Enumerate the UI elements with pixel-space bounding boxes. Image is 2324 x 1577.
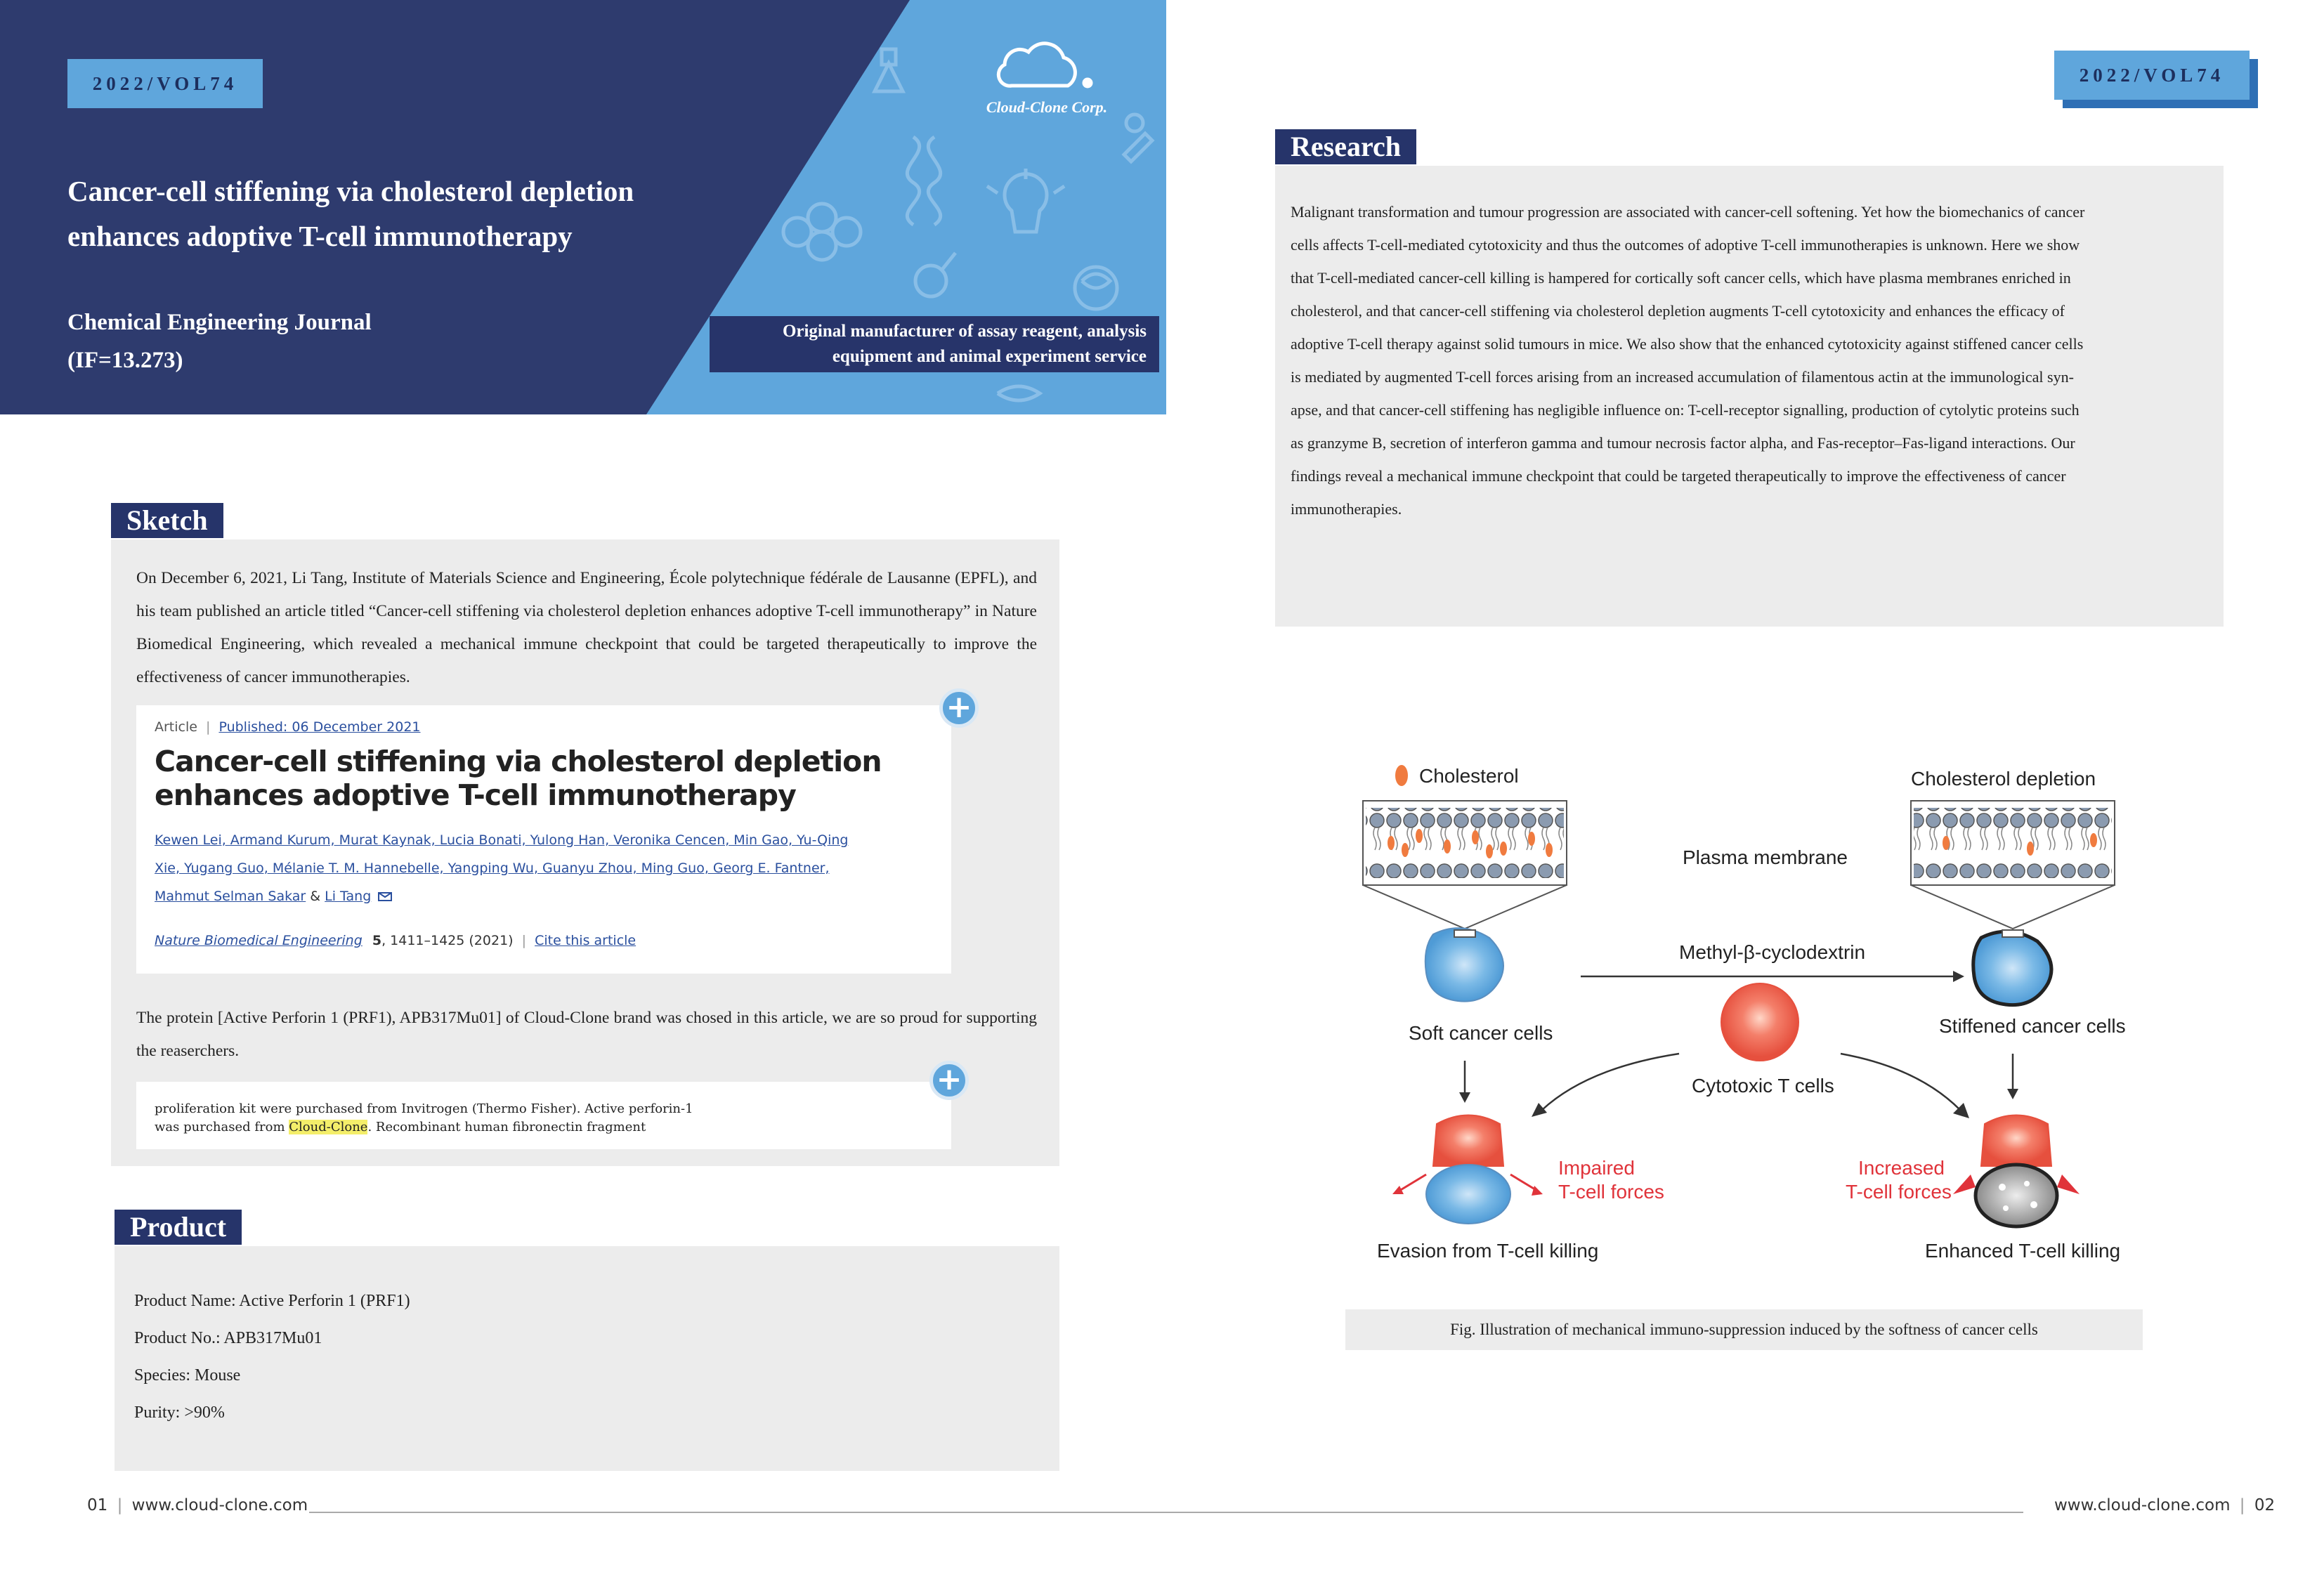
article-meta: Article | Published: 06 December 2021 (155, 719, 421, 735)
impaired-label-2: T-cell forces (1558, 1181, 1664, 1203)
volume-badge-right: 2022/VOL74 (2054, 51, 2250, 100)
evasion-label: Evasion from T-cell killing (1377, 1240, 1599, 1262)
title-line: enhances adoptive T-cell immunotherapy (67, 220, 573, 252)
email-icon[interactable] (378, 892, 392, 901)
cite-article-link[interactable]: Cite this article (535, 933, 637, 948)
abstract-line: apse, and that cancer-cell stiffening has negligible influence on: T-cell-receptor signalling, production of cytolytic proteins such (1291, 401, 2080, 419)
methyl-label: Methyl-β-cyclodextrin (1679, 941, 1866, 963)
soft-target-cell (1426, 1165, 1510, 1224)
cytotoxic-t-cell (1721, 983, 1799, 1061)
article-pages: , 1411–1425 (2021) (381, 933, 514, 948)
product-details (134, 1283, 410, 1432)
article-citation: Nature Biomedical Engineering 5, 1411–1425 (2021) | Cite this article (155, 933, 637, 948)
product-name: Product Name: Active Perforin 1 (PRF1) (134, 1292, 410, 1310)
plasma-membrane-label: Plasma membrane (1683, 846, 1848, 868)
expand-plus-icon-2[interactable]: + (929, 1061, 969, 1100)
stiffened-cells-label: Stiffened cancer cells (1939, 1015, 2126, 1037)
abstract-line: as granzyme B, secretion of interferon gamma and tumour necrosis factor alpha, and Fas-receptor–Fas-ligand interactions. Our (1291, 434, 2075, 452)
soft-cancer-cell (1425, 928, 1503, 1002)
t-cell-impaired (1433, 1115, 1503, 1167)
published-date-link[interactable]: Published: 06 December 2021 (218, 719, 421, 735)
footer-divider (309, 1512, 2023, 1513)
journal-info (67, 303, 559, 379)
research-panel (1275, 166, 2224, 627)
product-panel (115, 1246, 1059, 1471)
abstract-line: cells affects T-cell-mediated cytotoxicity and thus the outcomes of adoptive T-cell immunotherapies is unknown. Here we show (1291, 236, 2080, 254)
cholesterol-legend-icon (1395, 765, 1408, 786)
product-section-label: Product (115, 1210, 242, 1245)
journal-name: Chemical Engineering Journal (67, 310, 372, 335)
article-title-line: enhances adoptive T-cell immunotherapy (155, 778, 796, 812)
author-separator: & (310, 889, 321, 904)
enhanced-label: Enhanced T-cell killing (1925, 1240, 2121, 1262)
footer-right: www.cloud-clone.com | 02 (2054, 1496, 2276, 1514)
sketch-section-label: Sketch (111, 503, 223, 538)
expand-plus-icon[interactable]: + (939, 688, 979, 728)
sketch-paragraph: On December 6, 2021, Li Tang, Institute of Materials Science and Engineering, École polytechnique fédérale de Lausanne (EPFL), and his team published an article titled “Cancer-cell stiffening via cholesterol depletion enhances adoptive T-cell immunotherapy” in Nature Biomedical Engineering, which revealed a mechanical immune checkpoint that could be targeted therapeutically to improve the effectiveness of cancer immunotherapies. (136, 569, 1037, 686)
article-title-line: Cancer-cell stiffening via cholesterol depletion (155, 745, 882, 778)
footer-left: 01 | www.cloud-clone.com (87, 1496, 308, 1514)
highlighted-brand: Cloud-Clone (289, 1120, 368, 1134)
abstract-line: is mediated by augmented T-cell forces arising from an increased accumulation of filamentous actin at the immunological syn- (1291, 368, 2074, 386)
mechanism-figure (1335, 745, 2178, 1278)
header-banner (0, 0, 1166, 414)
abstract-line: immunotherapies. (1291, 500, 1402, 518)
excerpt-text (155, 1100, 693, 1137)
excerpt-line: proliferation kit were purchased from Invitrogen (Thermo Fisher). Active perforin-1 (155, 1101, 693, 1116)
stiff-target-cell (1976, 1165, 2057, 1226)
company-name: Cloud-Clone Corp. (986, 98, 1108, 116)
abstract-line: adoptive T-cell therapy against solid tumours in mice. We also show that the enhanced cytotoxicity against stiffened cancer cells (1291, 335, 2084, 353)
authors-line[interactable]: Xie, Yugang Guo, Mélanie T. M. Hannebelle, Yangping Wu, Guanyu Zhou, Ming Guo, Georg E. Fantner, (155, 861, 830, 876)
website-link-right[interactable]: www.cloud-clone.com (2054, 1496, 2231, 1514)
cholesterol-depletion-label: Cholesterol depletion (1911, 768, 2096, 790)
title-line: Cancer-cell stiffening via cholesterol depletion (67, 175, 634, 207)
sketch-panel (111, 539, 1059, 1166)
author-link[interactable]: Mahmut Selman Sakar (155, 889, 306, 904)
author-link[interactable]: Li Tang (325, 889, 372, 904)
article-authors[interactable] (155, 826, 941, 910)
stiffened-cancer-cell (1973, 931, 2051, 1005)
tagline-line: Original manufacturer of assay reagent, analysis (782, 322, 1147, 341)
sketch-paragraph-2: The protein [Active Perforin 1 (PRF1), APB317Mu01] of Cloud-Clone brand was chosed in this article, we are so proud for supporting the reaserchers. (136, 1009, 1037, 1060)
cholesterol-label: Cholesterol (1419, 765, 1519, 787)
impact-factor: (IF=13.273) (67, 348, 183, 373)
page-title (67, 169, 700, 259)
company-tagline (710, 316, 1159, 372)
product-purity: Purity: >90% (134, 1403, 225, 1422)
abstract-line: findings reveal a mechanical immune checkpoint that could be targeted therapeutically to improve the effectiveness of cancer (1291, 467, 2066, 485)
volume-badge: 2022/VOL74 (67, 59, 263, 108)
increased-label-1: Increased (1858, 1157, 1945, 1179)
product-species: Species: Mouse (134, 1366, 241, 1385)
article-card (136, 705, 951, 974)
article-volume: 5 (372, 933, 382, 948)
research-abstract (1291, 195, 2208, 525)
abstract-line: cholesterol, and that cancer-cell stiffening via cholesterol depletion augments T-cell cytotoxicity and enhances the efficacy of (1291, 302, 2065, 320)
membrane-cholesterol-rich (1363, 801, 1567, 929)
membrane-cholesterol-depleted (1911, 801, 2115, 929)
tagline-line: equipment and animal experiment service (832, 347, 1147, 366)
website-link-left[interactable]: www.cloud-clone.com (131, 1496, 308, 1514)
authors-line[interactable]: Kewen Lei, Armand Kurum, Murat Kaynak, Lucia Bonati, Yulong Han, Veronika Cencen, Min Gao, Yu-Qing (155, 832, 849, 848)
product-number: Product No.: APB317Mu01 (134, 1329, 322, 1347)
abstract-line: Malignant transformation and tumour progression are associated with cancer-cell softening. Yet how the biomechanics of cancer (1291, 203, 2085, 221)
excerpt-fragment: . Recombinant human fibronectin fragment (367, 1120, 646, 1134)
soft-cells-label: Soft cancer cells (1409, 1022, 1553, 1044)
abstract-line: that T-cell-mediated cancer-cell killing is hampered for cortically soft cancer cells, which have plasma membranes enriched in (1291, 269, 2071, 287)
excerpt-card (136, 1082, 951, 1149)
impaired-label-1: Impaired (1558, 1157, 1635, 1179)
page-number-left: 01 (87, 1496, 108, 1514)
page-number-right: 02 (2254, 1496, 2276, 1514)
journal-link[interactable]: Nature Biomedical Engineering (155, 933, 363, 948)
research-section-label: Research (1275, 129, 1416, 164)
increased-label-2: T-cell forces (1846, 1181, 1952, 1203)
article-type: Article (155, 719, 197, 735)
excerpt-fragment: was purchased from (155, 1120, 285, 1134)
cytotoxic-label: Cytotoxic T cells (1692, 1075, 1834, 1097)
figure-caption: Fig. Illustration of mechanical immuno-suppression induced by the softness of cancer cells (1450, 1321, 2038, 1338)
figure-caption-box (1345, 1309, 2143, 1350)
t-cell-enhanced (1981, 1115, 2051, 1167)
article-title (155, 745, 927, 812)
